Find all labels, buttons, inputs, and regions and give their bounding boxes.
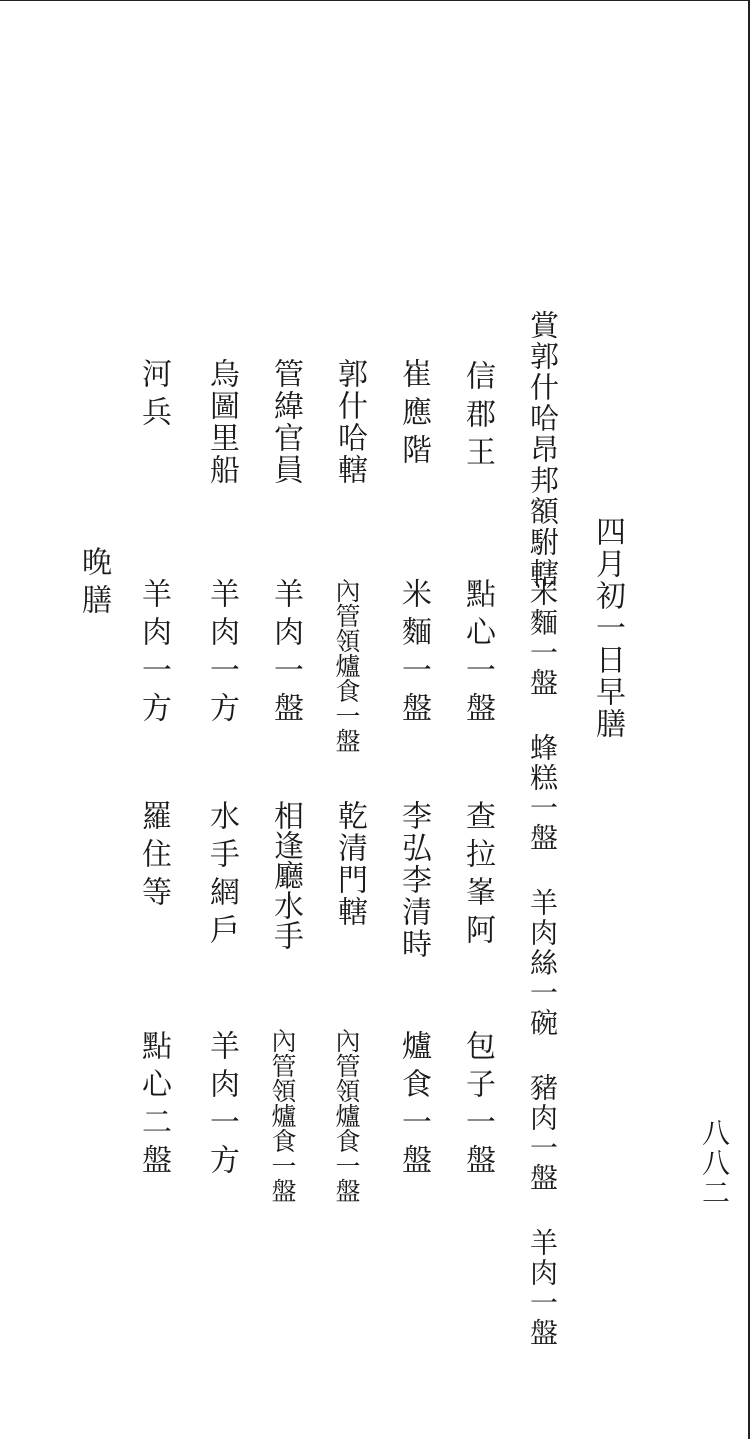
item-col-6a: 羊肉一方 xyxy=(204,578,239,730)
item-col-4c: 內管領爐食一盤 xyxy=(332,1028,361,1203)
date-title: 四月初一日早膳 xyxy=(590,516,625,740)
evening-title: 晚膳 xyxy=(76,546,111,622)
item-col-7a: 羊肉一方 xyxy=(136,578,171,730)
recipient-line-1: 賞郭什哈昂邦額駙轄 xyxy=(526,310,560,589)
item-col-2a: 點心一盤 xyxy=(460,578,495,730)
item-col-3c: 爐食一盤 xyxy=(396,1030,431,1182)
item-col-5c: 內管領爐食一盤 xyxy=(268,1028,297,1203)
item-col-3a: 米麵一盤 xyxy=(396,578,431,730)
item-col-4a: 內管領爐食一盤 xyxy=(332,578,361,753)
name-col-6: 烏圖里船 xyxy=(204,358,239,486)
item-col-5a: 羊肉一盤 xyxy=(268,578,303,730)
name-col-2b: 查拉峯阿 xyxy=(460,800,495,952)
name-col-5b: 相逢廳水手 xyxy=(268,800,303,950)
item-col-7c: 點心二盤 xyxy=(136,1030,171,1182)
name-col-2: 信郡王 xyxy=(460,360,495,474)
name-col-4: 郭什哈轄 xyxy=(332,358,367,486)
name-col-7b: 羅住等 xyxy=(136,800,171,914)
name-col-3b: 李弘李清時 xyxy=(396,800,431,960)
name-col-7: 河兵 xyxy=(136,358,171,434)
name-col-4b: 乾清門轄 xyxy=(332,800,367,928)
name-col-3: 崔應階 xyxy=(396,358,431,472)
name-col-5: 管緯官員 xyxy=(268,358,303,486)
item-col-2c: 包子一盤 xyxy=(460,1030,495,1182)
item-col-6c: 羊肉一方 xyxy=(204,1030,239,1182)
items-line-1: 米麵一盤 蜂糕一盤 羊肉絲一碗 豬肉一盤 羊肉一盤 xyxy=(526,578,559,1348)
page-number: 八八二 xyxy=(698,1118,731,1208)
page-border-top xyxy=(0,0,750,1)
name-col-6b: 水手網戶 xyxy=(204,800,239,952)
